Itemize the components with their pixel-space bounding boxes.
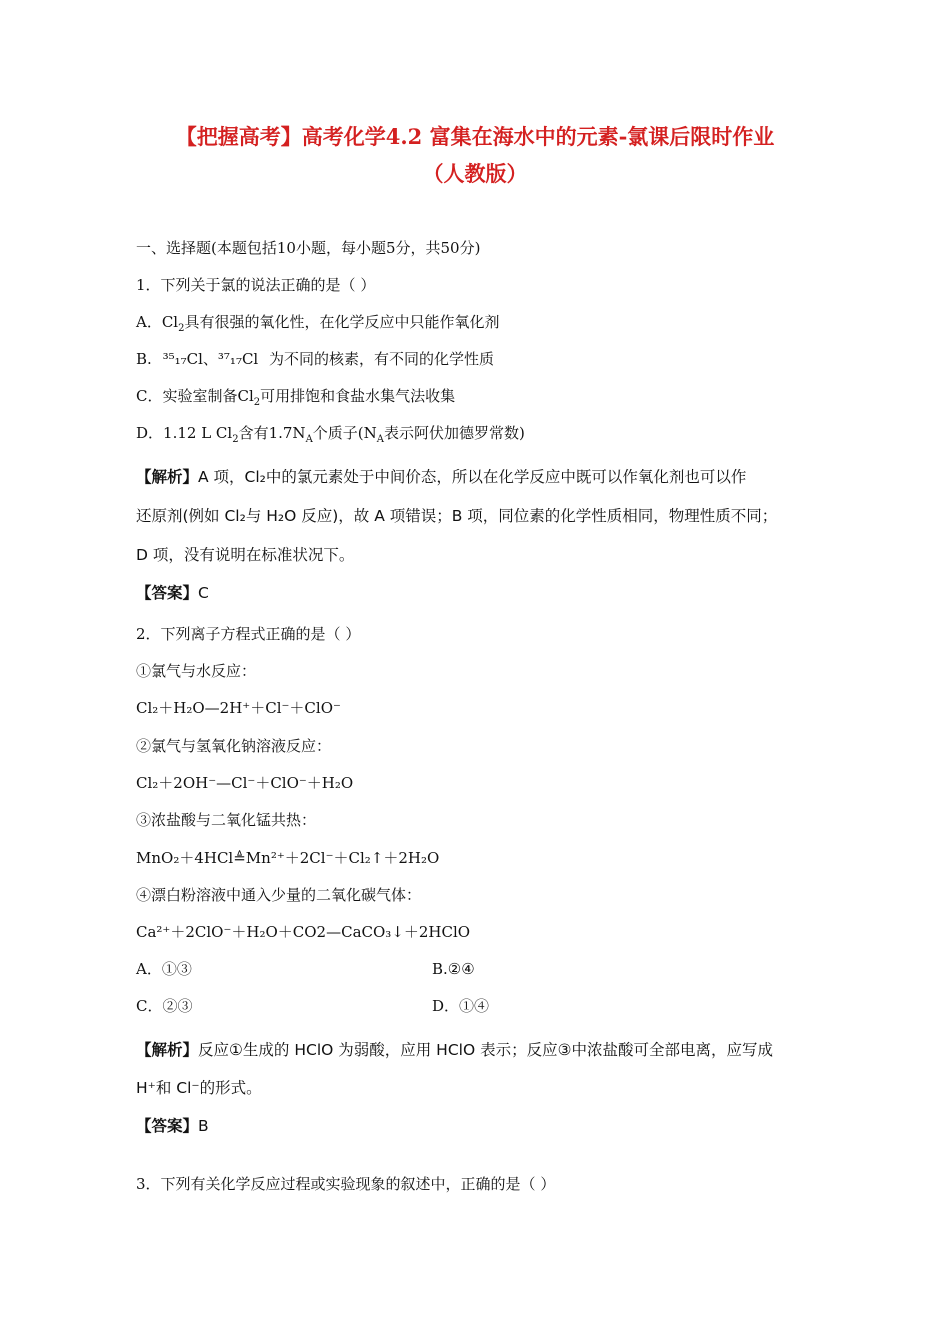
q2-explanation-line2: H⁺和 Cl⁻的形式。 [136,1079,262,1097]
doc-title-line2: （人教版） [422,161,528,186]
q2-item4-label: ④漂白粉溶液中通入少量的二氧化碳气体： [136,886,422,904]
q2-exp-tag: 【解析】 [136,1041,199,1059]
q1-d-pre: D．1.12 L Cl [136,424,233,442]
q1-option-a [136,312,836,332]
q1-b-label: B. [136,350,152,368]
q2-options-row2 [136,996,836,1016]
q2-item1-equation: Cl₂＋H₂O—2H⁺＋Cl⁻＋ClO⁻ [136,699,341,717]
q2-option-c: C．②③ [136,997,193,1015]
q2-item2-equation: Cl₂＋2OH⁻—Cl⁻＋ClO⁻＋H₂O [136,774,354,792]
q2-explanation-line1 [136,1039,816,1061]
q2-options-row1 [136,959,836,979]
q1-ans-tag: 【答案】 [136,584,199,602]
sub-a: A [376,434,385,445]
q1-d-mid: 含有1.7N [238,424,306,442]
q2-ans-tag: 【答案】 [136,1117,199,1135]
q1-answer [136,582,816,604]
q1-option-b [136,349,836,369]
q2-item3-label: ③浓盐酸与二氧化锰共热： [136,811,317,829]
q2-item1-label: ①氯气与水反应： [136,662,257,680]
q2-item4-equation: Ca²⁺＋2ClO⁻＋H₂O＋CO2—CaCO₃↓＋2HClO [136,923,471,941]
q1-d-post: 个质子(N [312,424,377,442]
q3-stem: 3．下列有关化学反应过程或实验现象的叙述中，正确的是（ ） [136,1175,556,1193]
sub-2: 2 [253,397,261,408]
q1-stem: 1．下列关于氯的说法正确的是（ ） [136,276,376,294]
q1-c-post: 可用排饱和食盐水集气法收集 [260,387,456,405]
q1-exp1: A 项，Cl₂中的氯元素处于中间价态，所以在化学反应中既可以作氧化剂也可以作 [198,468,747,486]
q1-b-isotopes: ³⁵₁₇Cl、³⁷₁₇Cl [162,350,259,368]
q2-stem: 2．下列离子方程式正确的是（ ） [136,625,361,643]
q1-a-pre: A．Cl [136,313,179,331]
q2-item3-equation: MnO₂＋4HCl≜Mn²⁺＋2Cl⁻＋Cl₂↑＋2H₂O [136,849,440,867]
q2-answer [136,1115,816,1137]
sub-2: 2 [232,434,239,445]
sub-2: 2 [178,323,185,334]
q1-exp-tag: 【解析】 [136,468,199,486]
sub-a: A [305,434,313,445]
q2-item2-label: ②氯气与氢氧化钠溶液反应： [136,737,332,755]
q1-c-pre: C．实验室制备Cl [136,387,254,405]
q1-explanation-line2: 还原剂(例如 Cl₂与 H₂O 反应)，故 A 项错误；B 项，同位素的化学性质相同，物理性质不同； [136,507,778,525]
q1-a-post: 具有很强的氧化性，在化学反应中只能作氧化剂 [184,313,500,331]
q2-option-b: B.②④ [432,960,475,978]
q1-ans: C [198,584,209,602]
q1-option-c [136,386,836,406]
q2-option-d: D．①④ [432,997,490,1015]
q1-d-end: 表示阿伏加德罗常数) [384,424,525,442]
doc-title-line1: 【把握高考】高考化学4.2 富集在海水中的元素-氯课后限时作业 [175,124,775,149]
q1-option-d [136,423,836,443]
q1-explanation-line1 [136,466,816,488]
section-heading: 一、选择题(本题包括10小题，每小题5分，共50分) [136,239,481,257]
q1-explanation-line3: D 项，没有说明在标准状况下。 [136,546,355,564]
q2-option-a: A．①③ [136,960,192,978]
q2-exp1: 反应①生成的 HClO 为弱酸，应用 HClO 表示；反应③中浓盐酸可全部电离，应写成 [198,1041,773,1059]
q2-ans: B [198,1117,209,1135]
q1-b-post: 为不同的核素，有不同的化学性质 [269,350,495,368]
